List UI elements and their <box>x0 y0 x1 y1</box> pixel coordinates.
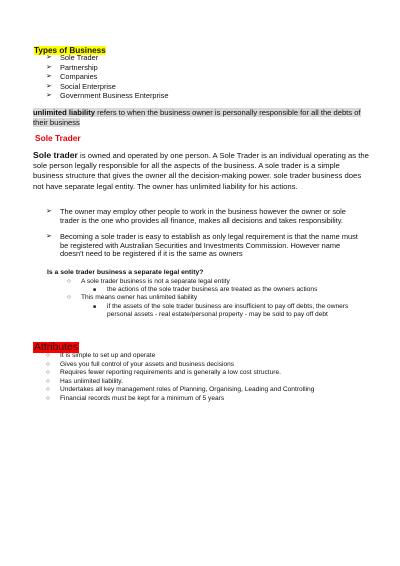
arrow-bullet-icon: ➢ <box>46 82 52 90</box>
list-item: ■ if the assets of the sole trader business are insufficient to pay off debts, the owners personal assets - real estate/personal property - may be sold to pay off debt <box>93 302 349 318</box>
list-item: ➢ The owner may employ other people to work in the business however the owner or sole trader is the one who provides all finance, makes all decisions and takes responsibility. <box>46 207 346 225</box>
list-item: ➢ Government Business Enterprise <box>46 91 169 101</box>
sole-trader-text: is owned and operated by one person. A Sole Trader is an individual operating as the sole person legally responsible for all the aspects of the business. A sole trader is a simple business structure that gives the owner all the decision-making power. sole trader business does not have separate legal entity. The owner has unlimited liability for his actions. <box>33 151 369 191</box>
list-item: ➢ Companies <box>46 72 98 82</box>
list-item: ○ It is simple to set up and operate <box>46 352 156 359</box>
unlimited-liability-text: refers to when the business owner is personally responsible for all the debts of their business <box>33 108 361 127</box>
circle-bullet-icon: ○ <box>46 386 50 394</box>
circle-bullet-icon: ○ <box>46 360 50 368</box>
unlimited-liability-definition <box>33 108 369 128</box>
arrow-bullet-icon: ➢ <box>46 54 52 61</box>
sole-trader-points <box>46 208 364 259</box>
circle-bullet-icon: ○ <box>46 377 50 385</box>
list-item: ➢ Partnership <box>46 62 98 72</box>
circle-bullet-icon: ○ <box>46 394 50 402</box>
arrow-bullet-icon: ➢ <box>46 92 52 100</box>
list-item: ○ Gives you full control of your assets and business decisions <box>46 360 235 368</box>
arrow-bullet-icon: ➢ <box>46 208 52 215</box>
list-item: ■ the actions of the sole trader business are treated as the owners actions <box>93 286 318 294</box>
sole-trader-heading: Sole Trader <box>35 133 81 143</box>
sole-trader-term: Sole trader <box>33 150 78 160</box>
list-item: ○ Requires fewer reporting requirements and is generally a low cost structure. <box>46 369 281 377</box>
list-item: ○ This means owner has unlimited liability <box>67 294 198 302</box>
circle-bullet-icon: ○ <box>67 278 71 285</box>
circle-bullet-icon: ○ <box>46 352 50 359</box>
arrow-bullet-icon: ➢ <box>46 233 52 241</box>
title-text: Types of Business <box>34 46 106 55</box>
list-item: ○ Financial records must be kept for a minimum of 5 years <box>46 394 225 402</box>
unlimited-liability-term: unlimited liability <box>33 108 96 117</box>
list-item: ○ Has unlimited liability. <box>46 377 123 385</box>
attributes-heading-text: Attributes <box>34 342 78 353</box>
question-answers <box>67 278 367 319</box>
circle-bullet-icon: ○ <box>67 294 71 302</box>
list-item: ○ A sole trader business is not a separate legal entity <box>67 278 230 285</box>
list-item: ➢ Becoming a sole trader is easy to establish as only legal requirement is that the name must be registered with Australian Securities and Investments Commission. However name doesn't need to be registered if it is the same as owners <box>46 232 358 259</box>
list-item: ➢ Social Enterprise <box>46 81 116 91</box>
sole-trader-paragraph <box>33 150 369 192</box>
business-types-list <box>46 53 346 101</box>
square-bullet-icon: ■ <box>93 303 97 310</box>
list-item: ○ Undertakes all key management roles of Planning, Organising, Leading and Controlling <box>46 386 315 394</box>
separate-entity-question: Is a sole trader business a separate legal entity? <box>47 269 204 276</box>
circle-bullet-icon: ○ <box>46 369 50 377</box>
square-bullet-icon: ■ <box>93 287 97 294</box>
attributes-list <box>46 352 376 404</box>
arrow-bullet-icon: ➢ <box>46 63 52 71</box>
arrow-bullet-icon: ➢ <box>46 73 52 81</box>
list-item: ➢ Sole Trader <box>46 53 99 62</box>
